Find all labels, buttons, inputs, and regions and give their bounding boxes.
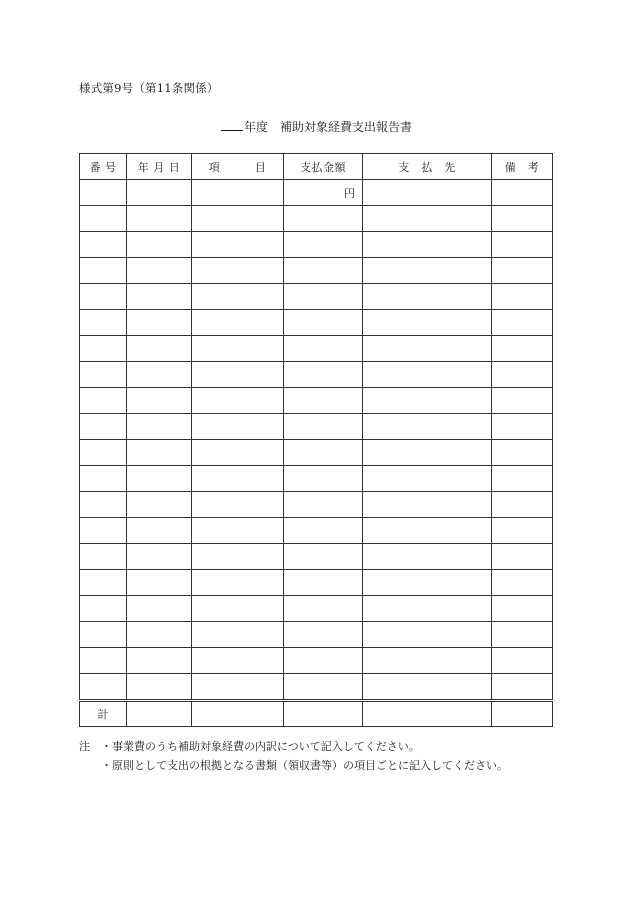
total-cell[interactable] [192,701,284,727]
table-cell[interactable] [492,388,553,414]
table-cell[interactable] [284,544,363,570]
table-cell[interactable] [127,180,192,206]
table-cell[interactable] [80,440,127,466]
table-cell[interactable] [192,440,284,466]
table-cell[interactable] [192,648,284,674]
table-cell[interactable] [127,492,192,518]
table-cell[interactable] [127,518,192,544]
table-cell[interactable] [127,388,192,414]
table-row [80,674,553,701]
table-cell[interactable] [284,206,363,232]
table-cell[interactable] [127,232,192,258]
table-cell[interactable] [80,284,127,310]
form-number: 様式第9号（第11条関係） [79,81,219,95]
table-cell[interactable] [127,596,192,622]
table-row [80,362,553,388]
table-cell[interactable] [363,258,492,284]
table-cell[interactable] [127,570,192,596]
table-cell[interactable] [363,310,492,336]
table-row [80,466,553,492]
table-cell[interactable] [80,622,127,648]
table-cell[interactable] [492,544,553,570]
table-cell[interactable] [363,440,492,466]
table-cell[interactable] [363,622,492,648]
total-cell[interactable] [284,701,363,727]
table-cell[interactable] [284,414,363,440]
table-row [80,440,553,466]
table-cell[interactable] [363,648,492,674]
header-payee: 支 払 先 [363,154,492,180]
table-cell[interactable] [127,414,192,440]
total-cell[interactable] [127,701,192,727]
table-cell[interactable] [492,414,553,440]
total-cell[interactable] [363,701,492,727]
table-cell[interactable] [492,336,553,362]
table-cell[interactable] [127,284,192,310]
table-cell[interactable] [363,414,492,440]
note-text: ・事業費のうち補助対象経費の内訳について記入してください。 [101,740,420,753]
table-cell[interactable] [363,674,492,701]
table-cell[interactable] [284,284,363,310]
table-cell[interactable] [127,674,192,701]
table-cell[interactable] [284,362,363,388]
table-cell[interactable] [284,518,363,544]
table-cell[interactable] [492,648,553,674]
table-cell[interactable] [284,492,363,518]
table-cell[interactable] [192,622,284,648]
table-row [80,336,553,362]
total-row [80,701,553,727]
table-cell[interactable] [492,570,553,596]
table-row [80,206,553,232]
header-remarks: 備 考 [492,154,553,180]
table-cell[interactable] [363,180,492,206]
table-row [80,180,553,206]
table-cell[interactable] [127,336,192,362]
table-cell[interactable] [284,466,363,492]
table-cell[interactable] [284,336,363,362]
table-cell[interactable] [80,232,127,258]
year-blank [221,118,243,131]
notes [79,737,508,775]
table-cell[interactable] [127,258,192,284]
table-cell[interactable] [284,622,363,648]
table-cell[interactable] [192,388,284,414]
table-cell[interactable] [284,388,363,414]
note-indent [79,756,101,775]
header-item: 項 目 [192,154,284,180]
title-main: 補助対象経費支出報告書 [280,120,413,134]
table-row [80,622,553,648]
table-cell[interactable] [492,310,553,336]
table-cell[interactable] [284,258,363,284]
table-cell[interactable] [127,466,192,492]
note-text: ・原則として支出の根拠となる書類（領収書等）の項目ごとに記入してください。 [101,759,508,772]
table-row [80,414,553,440]
header-amount: 支払金額 [284,154,363,180]
table-body [80,180,553,727]
table-cell[interactable] [192,232,284,258]
table-cell[interactable] [492,622,553,648]
table-cell[interactable] [192,570,284,596]
expense-report-table [79,153,553,727]
document-title [221,118,412,135]
table-cell[interactable] [80,180,127,206]
table-cell[interactable] [192,596,284,622]
table-cell[interactable] [492,492,553,518]
table-cell[interactable] [363,336,492,362]
table-cell[interactable] [80,570,127,596]
table-cell[interactable] [127,310,192,336]
table-cell[interactable] [127,206,192,232]
table-cell[interactable] [492,284,553,310]
table-cell[interactable] [192,544,284,570]
table-cell[interactable] [492,206,553,232]
table-cell[interactable] [363,466,492,492]
table-cell[interactable] [284,232,363,258]
table-cell[interactable] [192,492,284,518]
note-line [79,737,508,756]
table-cell[interactable] [363,362,492,388]
table-cell[interactable] [492,362,553,388]
table-row [80,258,553,284]
table-cell[interactable] [284,648,363,674]
table-cell[interactable] [192,180,284,206]
table-cell[interactable] [127,362,192,388]
table-cell[interactable] [492,180,553,206]
table-cell[interactable] [363,518,492,544]
table-cell[interactable] [363,544,492,570]
table-row [80,518,553,544]
table-cell[interactable] [363,284,492,310]
table-cell[interactable] [284,570,363,596]
table-cell[interactable] [192,310,284,336]
table-cell[interactable] [192,414,284,440]
table-row [80,544,553,570]
table-cell[interactable] [284,310,363,336]
total-label: 計 [80,701,127,727]
table-cell[interactable] [127,648,192,674]
table-cell[interactable] [80,596,127,622]
table-cell[interactable] [127,544,192,570]
table-cell[interactable] [492,232,553,258]
table-cell[interactable] [80,310,127,336]
table-row [80,232,553,258]
header-date: 年 月 日 [127,154,192,180]
table-cell[interactable] [492,258,553,284]
header-number: 番 号 [80,154,127,180]
table-cell[interactable] [80,544,127,570]
table-cell[interactable] [80,648,127,674]
table-cell[interactable] [80,518,127,544]
table-cell[interactable] [127,440,192,466]
table-cell[interactable] [80,466,127,492]
table-cell[interactable] [80,414,127,440]
table-cell[interactable] [80,362,127,388]
table-cell[interactable] [192,362,284,388]
table-cell[interactable] [80,492,127,518]
table-cell[interactable] [363,596,492,622]
table-row [80,596,553,622]
table-cell[interactable] [363,570,492,596]
table-cell[interactable] [80,674,127,701]
table-cell[interactable] [192,284,284,310]
table-row [80,284,553,310]
note-line [79,756,508,775]
table-cell[interactable] [363,388,492,414]
table-cell[interactable] [284,440,363,466]
table-cell[interactable] [363,206,492,232]
table-cell[interactable] [80,336,127,362]
amount-unit-cell[interactable]: 円 [284,180,363,206]
table-row [80,570,553,596]
table-header-row [80,154,553,180]
table-cell[interactable] [192,466,284,492]
table-cell[interactable] [284,674,363,701]
table-cell[interactable] [80,206,127,232]
table-cell[interactable] [492,518,553,544]
table-cell[interactable] [492,440,553,466]
table-cell[interactable] [192,336,284,362]
table-cell[interactable] [363,232,492,258]
table-cell[interactable] [80,258,127,284]
total-cell[interactable] [492,701,553,727]
table-row [80,648,553,674]
note-prefix: 注 [79,740,90,753]
table-row [80,310,553,336]
year-suffix: 年度 [244,120,269,134]
table-cell[interactable] [363,492,492,518]
table-cell[interactable] [492,466,553,492]
table-cell[interactable] [127,622,192,648]
table-cell[interactable] [192,206,284,232]
table-cell[interactable] [192,674,284,701]
table-cell[interactable] [192,258,284,284]
table-cell[interactable] [492,674,553,701]
table-cell[interactable] [284,596,363,622]
table-cell[interactable] [492,596,553,622]
table-cell[interactable] [80,388,127,414]
table-row [80,492,553,518]
table-cell[interactable] [192,518,284,544]
table-row [80,388,553,414]
